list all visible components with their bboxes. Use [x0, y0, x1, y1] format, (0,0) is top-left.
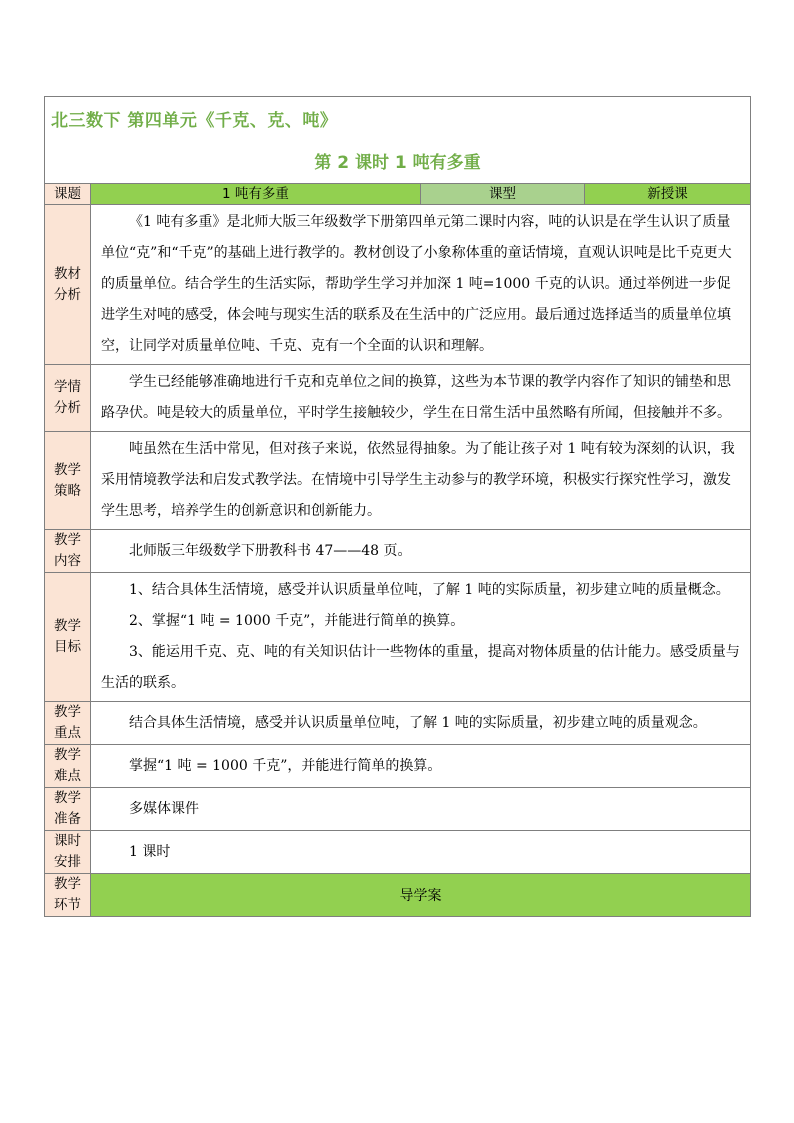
section-paragraph: 掌握“1 吨 = 1000 千克”，并能进行简单的换算。 — [129, 757, 442, 774]
section-label: 学情分析 — [45, 365, 91, 432]
section-label: 教学准备 — [45, 788, 91, 831]
section-content — [91, 573, 751, 702]
type-label: 课型 — [421, 184, 585, 205]
section-row-teaching-strategy — [45, 432, 751, 530]
section-paragraph: 多媒体课件 — [129, 800, 199, 817]
section-label: 教学策略 — [45, 432, 91, 530]
section-row-preparation — [45, 788, 751, 831]
section-content — [91, 432, 751, 530]
topic-value: 1 吨有多重 — [91, 184, 421, 205]
section-row-teaching-goals — [45, 573, 751, 702]
lesson-title: 第 2 课时 1 吨有多重 — [314, 153, 481, 173]
section-label: 教学难点 — [45, 745, 91, 788]
section-content — [91, 745, 751, 788]
section-paragraph: 结合具体生活情境，感受并认识质量单位吨，了解 1 吨的实际质量，初步建立吨的质量观念。 — [129, 714, 707, 731]
section-row-student-analysis — [45, 365, 751, 432]
section-paragraph: 3、能运用千克、克、吨的有关知识估计一些物体的重量，提高对物体质量的估计能力。感受质量与生活的联系。 — [101, 644, 740, 691]
section-row-difficult-points — [45, 745, 751, 788]
section-paragraph: 学生已经能够准确地进行千克和克单位之间的换算，这些为本节课的教学内容作了知识的铺垫和思路孕伏。吨是较大的质量单位，平时学生接触较少，学生在日常生活中虽然略有所闻，但接触并不多。 — [101, 374, 731, 421]
topic-label: 课题 — [45, 184, 91, 205]
section-content — [91, 702, 751, 745]
section-content — [91, 365, 751, 432]
section-content — [91, 831, 751, 874]
section-label: 教学重点 — [45, 702, 91, 745]
section-label: 教材分析 — [45, 205, 91, 365]
section-paragraph: 1、结合具体生活情境，感受并认识质量单位吨，了解 1 吨的实际质量，初步建立吨的质量概念。 — [129, 582, 730, 598]
section-row-material-analysis — [45, 205, 751, 365]
footer-row — [45, 874, 751, 917]
section-row-schedule — [45, 831, 751, 874]
section-content — [91, 205, 751, 365]
section-paragraph: 吨虽然在生活中常见，但对孩子来说，依然显得抽象。为了能让孩子对 1 吨有较为深刻的认识，我采用情境教学法和启发式教学法。在情境中引导学生主动参与的教学环境，积极实行探究性学习，激发学生思考，培养学生的创新意识和创新能力。 — [101, 441, 735, 519]
info-row — [45, 184, 751, 205]
section-label: 教学目标 — [45, 573, 91, 702]
lesson-plan-table — [44, 96, 751, 917]
header-cell — [45, 97, 751, 184]
main-title: 北三数下 第四单元《千克、克、吨》 — [51, 111, 338, 131]
section-label: 教学内容 — [45, 530, 91, 573]
section-row-key-points — [45, 702, 751, 745]
section-paragraph: 《1 吨有多重》是北师大版三年级数学下册第四单元第二课时内容，吨的认识是在学生认识了质量单位“克”和“千克”的基础上进行教学的。教材创设了小象称体重的童话情境，直观认识吨是比千克更大的质量单位。结合学生的生活实际，帮助学生学习并加深 1 吨=1000 千克的认识。通过举例进一步促进学生对吨的感受，体会吨与现实生活的联系及在生活中的广泛应用。最后通过选择适当的质量单位填空，让同学对质量单位吨、千克、克有一个全面的认识和理解。 — [101, 214, 732, 354]
section-row-teaching-content — [45, 530, 751, 573]
section-content — [91, 530, 751, 573]
section-paragraph: 北师版三年级数学下册教科书 47——48 页。 — [129, 542, 412, 559]
guide-cell: 导学案 — [91, 874, 751, 917]
section-label: 课时安排 — [45, 831, 91, 874]
section-paragraph: 1 课时 — [129, 843, 171, 860]
type-value: 新授课 — [585, 184, 751, 205]
footer-label: 教学环节 — [45, 874, 91, 917]
section-paragraph: 2、掌握“1 吨 = 1000 千克”，并能进行简单的换算。 — [129, 613, 465, 629]
section-content — [91, 788, 751, 831]
